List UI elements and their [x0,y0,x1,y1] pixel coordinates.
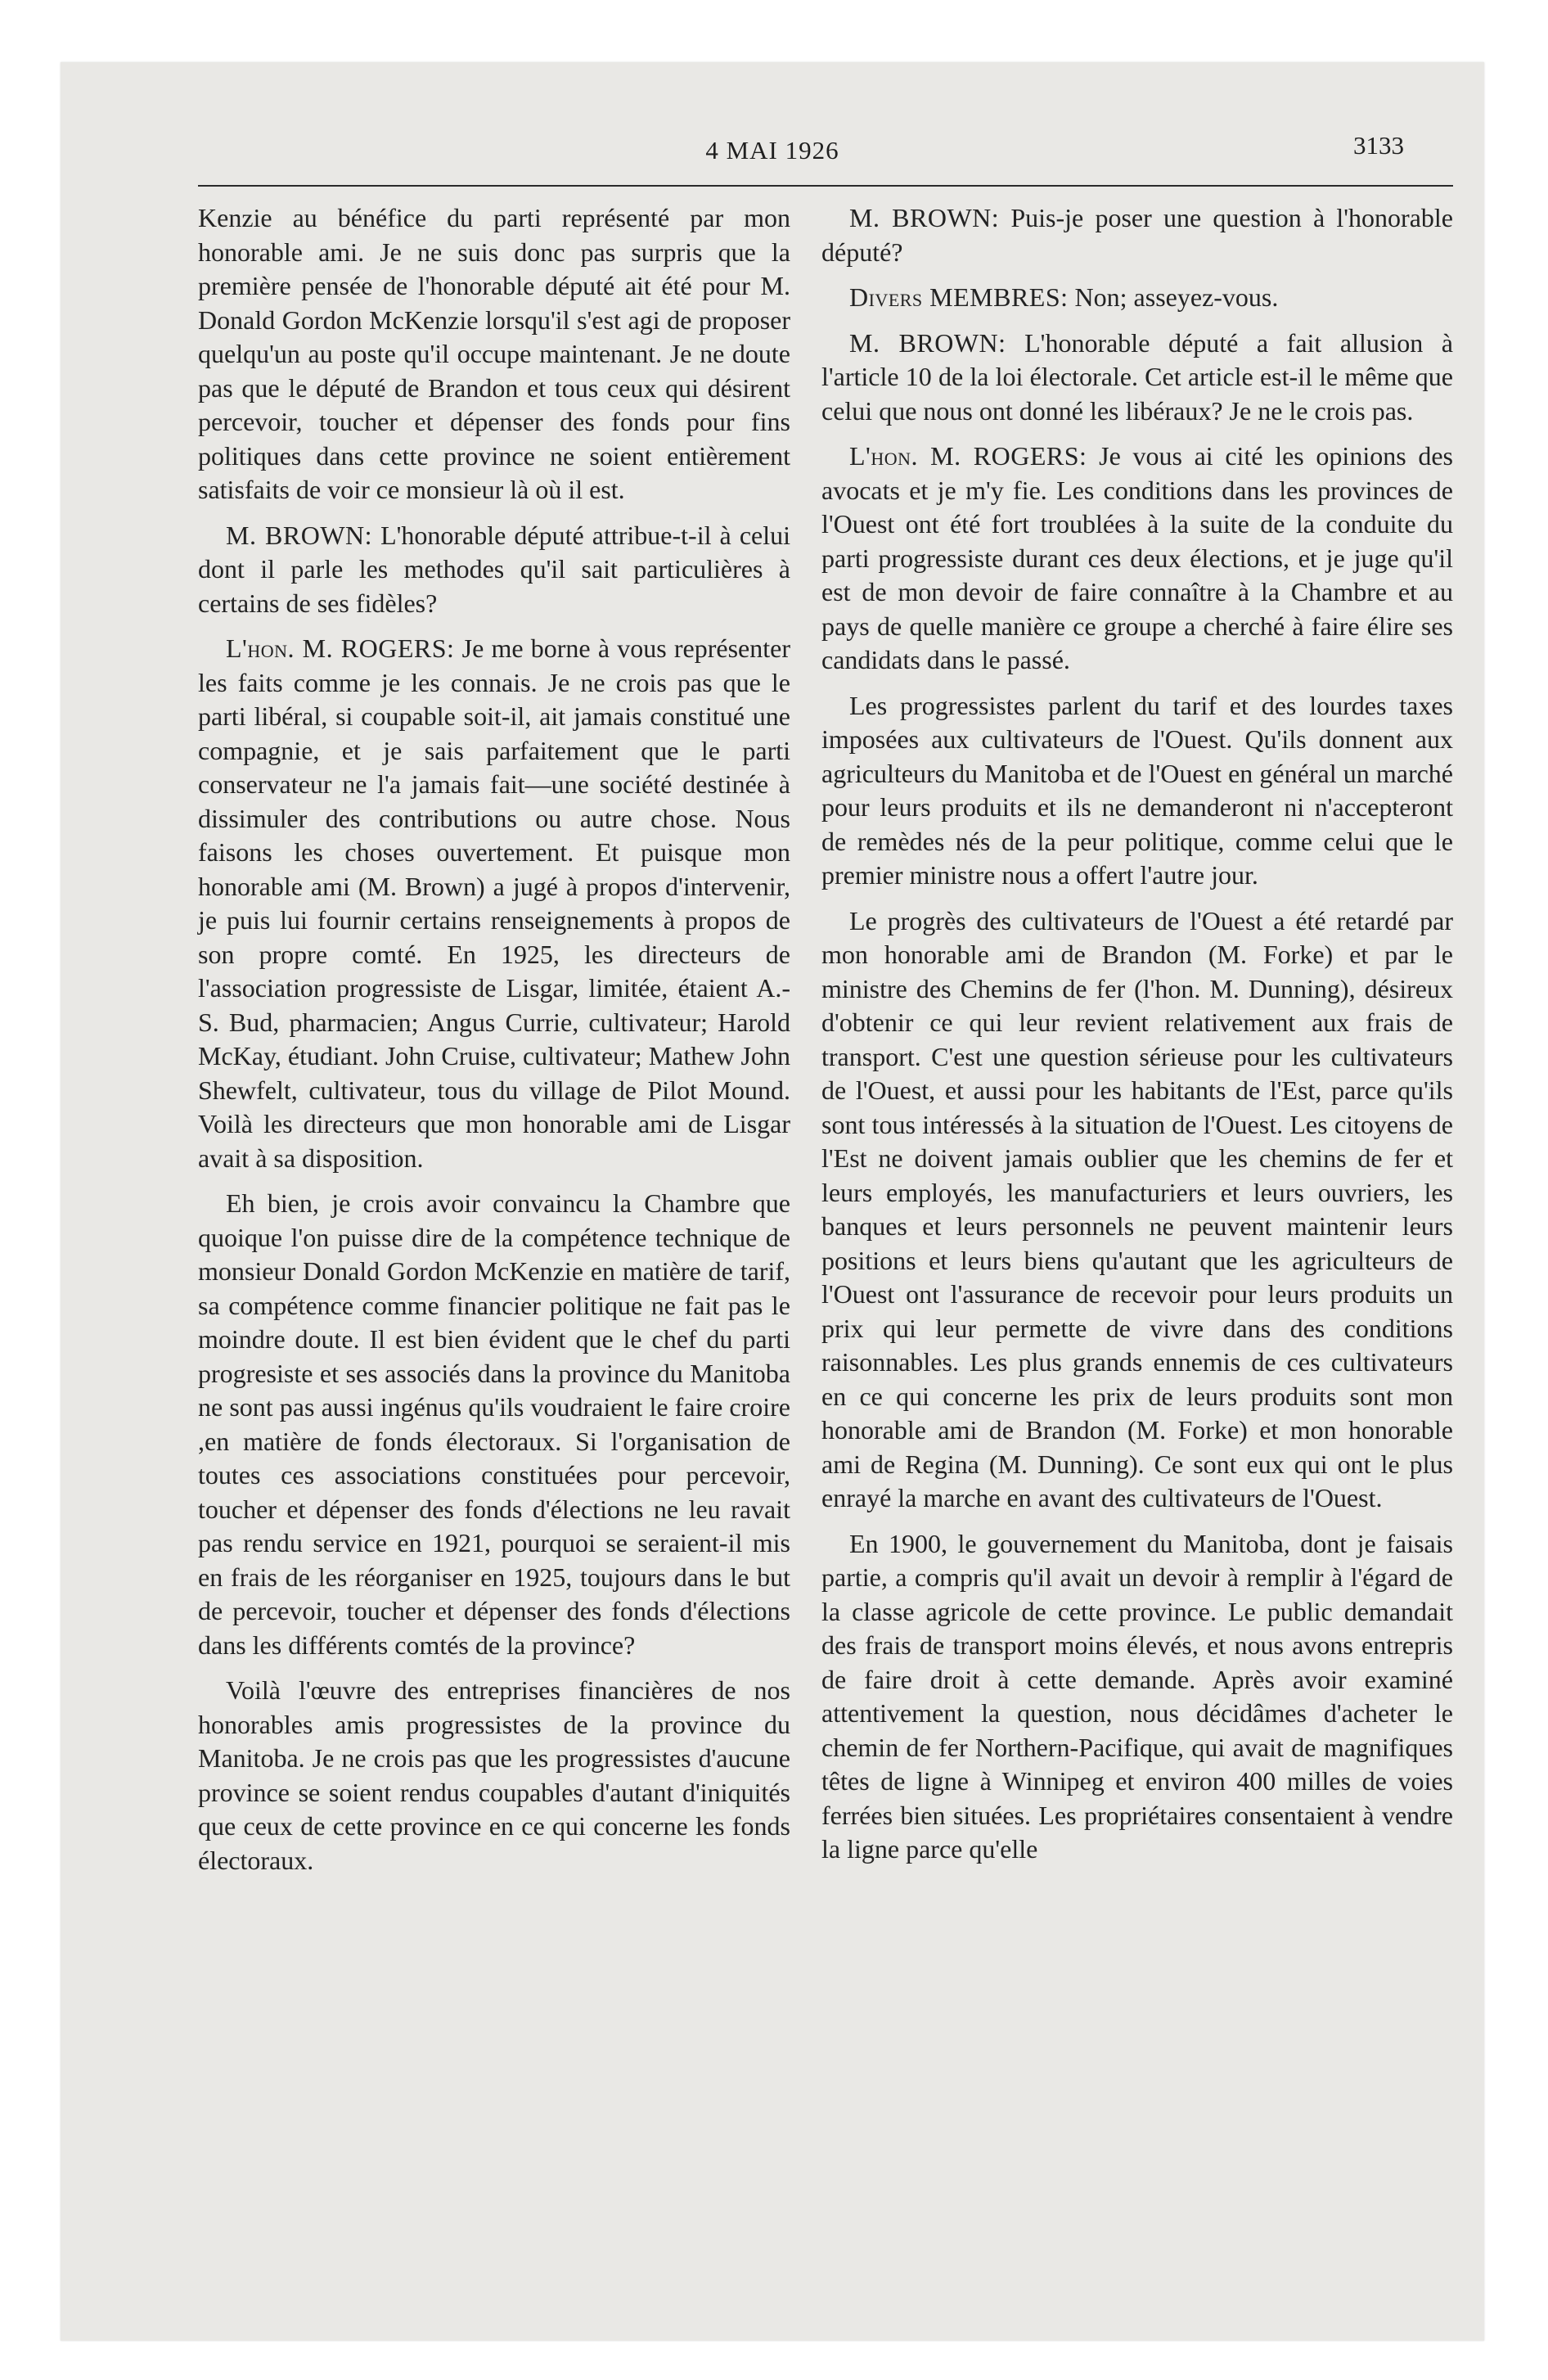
speaker-name: M. BROWN: [849,203,1000,232]
paragraph [198,519,790,621]
paragraph [821,439,1453,678]
header-date: 4 MAI 1926 [705,136,839,165]
left-column [198,201,790,1889]
paragraph [821,201,1453,269]
speech-text: L'honorable député attribue-t-il à celui dont il parle les methodes qu'il sait particulières à certains de ses fidèles? [198,520,790,618]
header-rule [198,185,1453,187]
speaker-name: L'hon. M. ROGERS: [226,633,455,663]
paragraph: Kenzie au bénéfice du parti représenté par mon honorable ami. Je ne suis donc pas surpris que la première pensée de l'honorable député ait été pour M. Donald Gordon McKenzie lorsqu'il s'est agi de proposer quelqu'un au poste qu'il occupe maintenant. Je ne doute pas que le député de Brandon et tous ceux qui désirent percevoir, toucher et dépenser des fonds pour fins politiques dans cette province ne soient entièrement satisfaits de voir ce monsieur là où il est. [198,203,790,504]
speech-text: L'honorable député a fait allusion à l'article 10 de la loi électorale. Cet article est-il le même que celui que nous ont donné les libéraux? Je ne le crois pas. [821,327,1454,426]
right-column [821,201,1453,1878]
paragraph: Voilà l'œuvre des entreprises financières de nos honorables amis progressistes de la province du Manitoba. Je ne crois pas que les progressistes d'aucune province se soient rendus coupables d'autant d'iniquités que ceux de cette province en ce qui concerne les fonds électoraux. [198,1675,790,1875]
paragraph: En 1900, le gouvernement du Manitoba, dont je faisais partie, a compris qu'il avait un devoir à remplir à l'égard de la classe agricole de cette province. Le public demandait des frais de transport moins élevés, et nous avons entrepris de faire droit à cette demande. Après avoir examiné attentivement la question, nous décidâmes d'acheter le chemin de fer Northern-Pacifique, qui avait de magnifiques têtes de ligne à Winnipeg et environ 400 milles de voies ferrées bien situées. Les propriétaires consentaient à vendre la ligne parce qu'elle [821,1528,1453,1864]
paragraph [821,281,1453,315]
speaker-name: Divers MEMBRES: [849,282,1069,312]
speaker-name: L'hon. M. ROGERS: [849,441,1087,471]
paragraph: Les progressistes parlent du tarif et des lourdes taxes imposées aux cultivateurs de l'Ouest. Qu'ils donnent aux agriculteurs du Manitoba et de l'Ouest en général un marché pour leurs produits et ils ne demanderont ni n'accepteront de remèdes nés de la peur politique, comme celui que le premier ministre nous a offert l'autre jour. [821,690,1453,890]
speaker-name: M. BROWN: [226,520,373,550]
speech-text: Je vous ai cité les opinions des avocats et je m'y fie. Les conditions dans les provinces de l'Ouest ont été fort troublées à la suite de la conduite du parti progressiste durant ces deux élections, et je juge qu'il est de mon devoir de faire connaître à la Chambre et au pays de quelle manière ce groupe a cherché à faire élire ses candidats dans le passé. [821,441,1454,674]
speech-text: Non; asseyez-vous. [1068,282,1279,312]
running-header [61,128,1484,169]
speaker-name: M. BROWN: [849,327,1006,358]
speech-text: Je me borne à vous représenter les faits comme je les connais. Je ne crois pas que le parti libéral, si coupable soit-il, ait jamais constitué une compagnie, et je sais parfaitement que le parti conservateur ne l'a jamais fait—une société destinée à dissimuler des contributions ou autre chose. Nous faisons les choses ouvertement. Et puisque mon honorable ami (M. Brown) a jugé à propos d'intervenir, je puis lui fournir certains renseignements à propos de son propre comté. En 1925, les directeurs de l'association progressiste de Lisgar, limitée, étaient A.-S. Bud, pharmacien; Angus Currie, cultivateur; Harold McKay, étudiant. John Cruise, cultivateur; Mathew John Shewfelt, cultivateur, tous du village de Pilot Mound. Voilà les directeurs que mon honorable ami de Lisgar avait à sa disposition. [198,633,790,1173]
page-number: 3133 [1353,131,1404,160]
paragraph: Le progrès des cultivateurs de l'Ouest a été retardé par mon honorable ami de Brandon (M. Forke) et par le ministre des Chemins de fer (l'hon. M. Dunning), désireux d'obtenir ce qui leur revient relativement aux frais de transport. C'est une question sérieuse pour les cultivateurs de l'Ouest, et aussi pour les habitants de l'Est, parce qu'ils sont tous intéressés à la situation de l'Ouest. Les citoyens de l'Est ne doivent jamais oublier que les chemins de fer et leurs employés, les manufacturiers et leurs ouvriers, les banques et leurs personnels ne peuvent maintenir leurs positions et leurs biens qu'autant que les agriculteurs de l'Ouest ont l'assurance de recevoir pour leurs produits un prix qui leur permette de vivre dans des conditions raisonnables. Les plus grands ennemis de ces cultivateurs en ce qui concerne les prix de leurs produits sont mon honorable ami de Brandon (M. Forke) et mon honorable ami de Regina (M. Dunning). Ce sont eux qui ont le plus enrayé la marche en avant des cultivateurs de l'Ouest. [821,905,1453,1512]
paragraph: Eh bien, je crois avoir convaincu la Chambre que quoique l'on puisse dire de la compétence technique de monsieur Donald Gordon McKenzie en matière de tarif, sa compétence comme financier politique ne fait pas le moindre doute. Il est bien évident que le chef du parti progresiste et ses associés dans la province du Manitoba ne sont pas aussi ingénus qu'ils voudraient le faire croire ,en matière de fonds électoraux. Si l'organisation de toutes ces associations constituées pour percevoir, toucher et dépenser des fonds d'élections ne leu ravait pas rendu service en 1921, pourquoi se seraient-il mis en frais de les réorganiser en 1925, toujours dans le but de percevoir, toucher et dépenser des fonds d'élections dans les différents comtés de la province? [198,1188,790,1660]
paragraph [198,632,790,1175]
speech-text: Puis-je poser une question à l'honorable député? [821,203,1454,267]
paragraph [821,327,1453,429]
document-page [61,62,1484,2341]
